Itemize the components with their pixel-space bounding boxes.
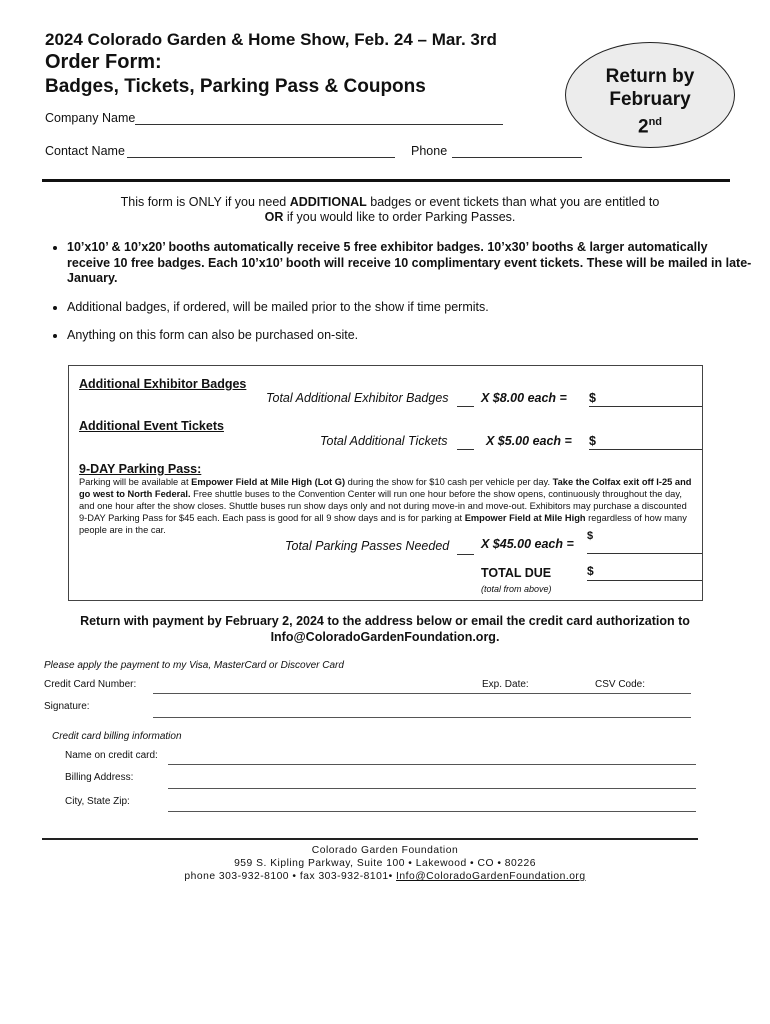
badges-price: X $8.00 each = — [481, 391, 567, 405]
csv-code-label: CSV Code: — [595, 679, 646, 690]
name-on-card-label: Name on credit card: — [65, 750, 158, 761]
bullet-free-badges: • 10’x10’ & 10’x20’ booths automatically receive 5 free exhibitor badges. 10’x30’ booths & larger automatically receive 10 free badges. Each 10’x10’ booth will receive 10 complimentary event tickets. These will be mailed in late-January. — [67, 240, 752, 287]
return-by-line2: February — [609, 89, 691, 110]
phone-label: Phone — [411, 144, 448, 158]
intro-text: This form is ONLY if you need ADDITIONAL badges or event tickets than what you are entitled to OR if you would like to order Parking Passes. — [120, 195, 660, 224]
apply-payment-note: Please apply the payment to my Visa, MasterCard or Discover Card — [44, 660, 344, 671]
badges-amount-field[interactable] — [589, 406, 702, 407]
bullet-onsite: • Anything on this form can also be purchased on-site. — [67, 328, 752, 344]
name-on-card-field[interactable] — [168, 764, 696, 765]
total-dollar: $ — [587, 564, 594, 578]
billing-info-heading: Credit card billing information — [52, 731, 182, 742]
city-state-zip-field[interactable] — [168, 811, 696, 812]
parking-section-title: 9-DAY Parking Pass: — [79, 462, 202, 476]
parking-price: X $45.00 each = — [481, 537, 574, 551]
total-due-field[interactable] — [587, 580, 702, 581]
contact-name-field[interactable] — [127, 157, 395, 158]
badges-total-label: Total Additional Exhibitor Badges — [266, 391, 449, 405]
return-by-line3: 2nd — [637, 116, 663, 138]
company-name-field[interactable] — [135, 124, 503, 125]
return-payment-text: Return with payment by February 2, 2024 to the address below or email the credit card authorization to Info@ColoradoGardenFoundation.org. — [80, 614, 690, 644]
form-subtitle: Badges, Tickets, Parking Pass & Coupons — [45, 76, 426, 97]
return-by-badge — [565, 42, 735, 148]
card-number-field[interactable] — [153, 693, 691, 694]
footer-address: 959 S. Kipling Parkway, Suite 100 • Lakewood • CO • 80226 — [234, 858, 536, 869]
header-divider — [42, 179, 730, 182]
contact-name-label: Contact Name — [45, 144, 125, 158]
city-state-zip-label: City, State Zip: — [65, 796, 130, 807]
footer-email-link[interactable]: Info@ColoradoGardenFoundation.org — [396, 871, 586, 882]
info-bullets — [48, 240, 752, 357]
return-by-line1: Return by — [605, 66, 695, 87]
billing-address-field[interactable] — [168, 788, 696, 789]
parking-qty-field[interactable] — [457, 554, 474, 555]
footer-contact: phone 303-932-8100 • fax 303-932-8101• Info@ColoradoGardenFoundation.org — [184, 871, 586, 882]
bullet-mailed-badges: • Additional badges, if ordered, will be mailed prior to the show if time permits. — [67, 300, 752, 316]
tickets-section-title: Additional Event Tickets — [79, 419, 224, 433]
footer-org: Colorado Garden Foundation — [311, 845, 459, 856]
tickets-amount-field[interactable] — [589, 449, 702, 450]
form-title: Order Form: — [45, 51, 162, 73]
signature-label: Signature: — [44, 701, 90, 712]
total-due-note: (total from above) — [481, 584, 552, 594]
event-title: 2024 Colorado Garden & Home Show, Feb. 24 – Mar. 3rd — [45, 30, 497, 49]
company-name-label: Company Name — [45, 111, 136, 125]
company-name-row — [45, 111, 135, 125]
phone-field[interactable] — [452, 157, 582, 158]
badges-section-title: Additional Exhibitor Badges — [79, 377, 247, 391]
tickets-dollar: $ — [589, 434, 596, 448]
card-number-label: Credit Card Number: — [44, 679, 137, 690]
tickets-price: X $5.00 each = — [486, 434, 572, 448]
badges-qty-field[interactable] — [457, 406, 474, 407]
signature-field[interactable] — [153, 717, 691, 718]
parking-total-label: Total Parking Passes Needed — [285, 539, 450, 553]
exp-date-label: Exp. Date: — [482, 679, 529, 690]
footer-divider — [42, 838, 698, 840]
billing-address-label: Billing Address: — [65, 772, 134, 783]
tickets-total-label: Total Additional Tickets — [320, 434, 448, 448]
total-due-label: TOTAL DUE — [481, 566, 552, 580]
parking-description: Parking will be available at Empower Field at Mile High (Lot G) during the show for $10 cash per vehicle per day. Take the Colfax exit off I-25 and go west to North Federal. Free shuttle buses to the Convention Center will run one hour before the show opens, continuously throughout the day, and one hour after the show closes. Shuttle buses run show days only and not during move-in and move-out. Exhibitors may purchase a discounted 9-DAY Parking Pass for $45 each. Each pass is good for all 9 show days and is for parking at Empower Field at Mile High regardless of how many people are in the car. — [79, 477, 692, 535]
tickets-qty-field[interactable] — [457, 449, 474, 450]
parking-dollar: $ — [587, 530, 594, 542]
parking-amount-field[interactable] — [587, 553, 702, 554]
badges-dollar: $ — [589, 391, 596, 405]
